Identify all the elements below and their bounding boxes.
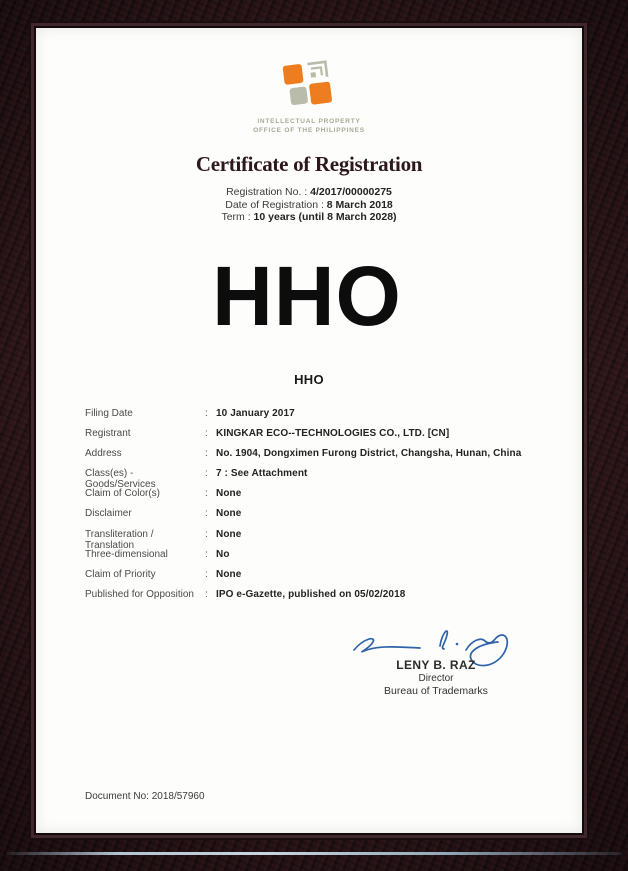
- trademark-image: HHO: [212, 249, 402, 343]
- ipophl-logo: [36, 60, 582, 135]
- field-value: 7 : See Attachment: [216, 468, 308, 480]
- field-colon: :: [205, 408, 208, 419]
- field-row: [85, 549, 552, 569]
- field-row: [85, 408, 552, 428]
- field-value: No: [216, 548, 230, 560]
- field-colon: :: [205, 588, 208, 600]
- field-value: KINGKAR ECO--TECHNOLOGIES CO., LTD. [CN]: [216, 428, 450, 440]
- field-label: Disclaimer: [85, 508, 132, 520]
- registration-date-value: 8 March 2018: [326, 198, 393, 211]
- registration-details: [36, 186, 582, 224]
- fields-table: [85, 408, 552, 609]
- logo-caption-line1: INTELLECTUAL PROPERTY: [257, 118, 361, 125]
- signatory-name: LENY B. RAZ: [396, 658, 476, 672]
- field-colon: :: [205, 568, 208, 580]
- field-row: [85, 569, 552, 589]
- field-colon: :: [205, 448, 208, 460]
- registration-term-value: 10 years (until 8 March 2028): [253, 211, 397, 223]
- registration-number-value: 4/2017/00000275: [310, 186, 392, 198]
- field-value: 10 January 2017: [216, 408, 295, 419]
- field-label: Class(es) - Goods/Services: [85, 468, 156, 491]
- field-value: IPO e-Gazette, published on 05/02/2018: [216, 588, 406, 600]
- field-label: Claim of Priority: [85, 568, 156, 580]
- field-row: [85, 508, 552, 528]
- field-colon: :: [205, 468, 208, 480]
- field-label: Transliteration / Translation: [85, 528, 154, 551]
- certificate-paper: [36, 28, 582, 833]
- ipophl-logo-icon: [280, 60, 338, 110]
- document-number: Document No: 2018/57960: [85, 791, 205, 802]
- signatory-office: Bureau of Trademarks: [384, 685, 488, 697]
- field-colon: :: [205, 528, 208, 540]
- field-label: Three-dimensional: [85, 548, 168, 560]
- registration-date-label: Date of Registration :: [225, 198, 324, 211]
- registration-term-label: Term :: [221, 211, 251, 223]
- field-row: [85, 428, 552, 448]
- field-label: Registrant: [85, 428, 131, 440]
- field-row: [85, 529, 552, 549]
- field-label: Filing Date: [85, 408, 133, 419]
- registration-date-line: [36, 199, 582, 212]
- registration-number-line: [36, 186, 582, 199]
- field-row: [85, 488, 552, 508]
- certificate-title: Certificate of Registration: [195, 152, 423, 176]
- trademark-name: HHO: [294, 372, 324, 387]
- field-value: None: [216, 528, 242, 540]
- logo-caption: [36, 118, 582, 135]
- frame-reflection: [6, 852, 622, 855]
- signature-block: [336, 613, 536, 705]
- field-value: None: [216, 568, 242, 580]
- field-row: [85, 589, 552, 609]
- field-row: [85, 468, 552, 491]
- field-row: [85, 448, 552, 468]
- field-colon: :: [205, 548, 208, 560]
- field-value: None: [216, 488, 242, 500]
- field-label: Published for Opposition: [85, 588, 194, 600]
- logo-caption-line2: OFFICE OF THE PHILIPPINES: [253, 126, 365, 134]
- field-label: Address: [85, 448, 122, 460]
- field-colon: :: [205, 508, 208, 520]
- signatory-title: Director: [418, 673, 454, 684]
- field-label: Claim of Color(s): [85, 488, 161, 500]
- registration-term-line: [36, 211, 582, 224]
- field-value: None: [216, 508, 242, 520]
- field-colon: :: [205, 488, 208, 500]
- field-value: No. 1904, Dongximen Furong District, Changsha, Hunan, China: [216, 448, 522, 460]
- registration-number-label: Registration No. :: [226, 186, 308, 198]
- field-colon: :: [205, 428, 208, 440]
